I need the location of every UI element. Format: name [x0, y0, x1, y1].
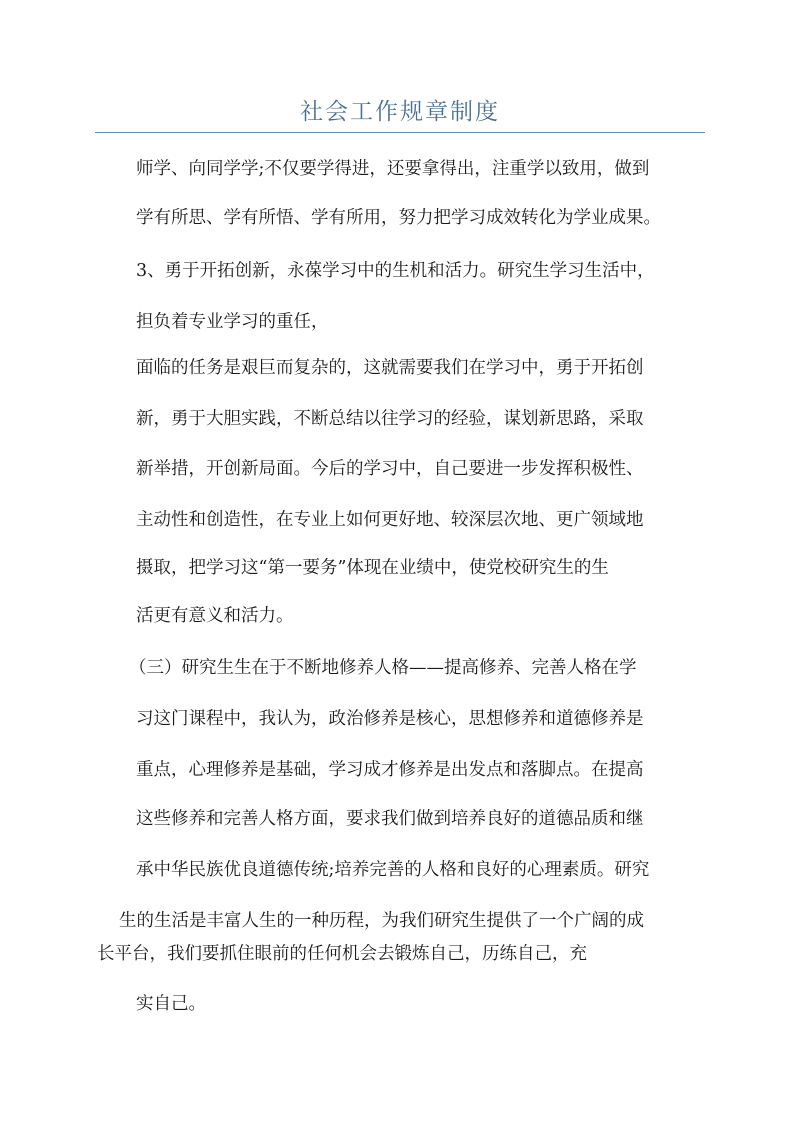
- section-heading-line: （三）研究生生在于不断地修养人格——提高修养、完善人格在学: [129, 658, 637, 678]
- body-line: 长平台，我们要抓住眼前的任何机会去锻炼自己，历练自己，充: [97, 944, 587, 964]
- body-line: 实自己。: [136, 994, 206, 1014]
- body-line: 习这门课程中，我认为，政治修养是核心，思想修养和道德修养是: [136, 709, 644, 729]
- body-line: 新举措，开创新局面。今后的学习中，自己要进一步发挥积极性、: [136, 459, 644, 479]
- body-line: 主动性和创造性，在专业上如何更好地、较深层次地、更广领域地: [136, 510, 644, 530]
- body-line: 生的生活是丰富人生的一种历程，为我们研究生提供了一个广阔的成: [119, 911, 644, 931]
- body-line: 担负着专业学习的重任，: [136, 312, 329, 332]
- body-line: 新，勇于大胆实践，不断总结以往学习的经验，谋划新思路，采取: [136, 409, 644, 429]
- page-title: 社会工作规章制度: [300, 99, 500, 125]
- body-line: 师学、向同学学;不仅要学得进，还要拿得出，注重学以致用，做到: [136, 159, 650, 179]
- body-line: 活更有意义和活力。: [136, 606, 294, 626]
- body-line: 重点，心理修养是基础，学习成才修养是出发点和落脚点。在提高: [136, 760, 644, 780]
- body-line: 面临的任务是艰巨而复杂的，这就需要我们在学习中，勇于开拓创: [136, 358, 644, 378]
- body-line: 承中华民族优良道德传统;培养完善的人格和良好的心理素质。研究: [136, 860, 650, 880]
- title-divider: [95, 132, 705, 133]
- body-line: 这些修养和完善人格方面，要求我们做到培养良好的道德品质和继: [136, 809, 644, 829]
- body-line: 摄取，把学习这“第一要务”体现在业绩中，使党校研究生的生: [136, 558, 609, 578]
- body-line: 3、勇于开拓创新，永葆学习中的生机和活力。研究生学习生活中，: [136, 261, 655, 281]
- body-line: 学有所思、学有所悟、学有所用，努力把学习成效转化为学业成果。: [136, 208, 661, 228]
